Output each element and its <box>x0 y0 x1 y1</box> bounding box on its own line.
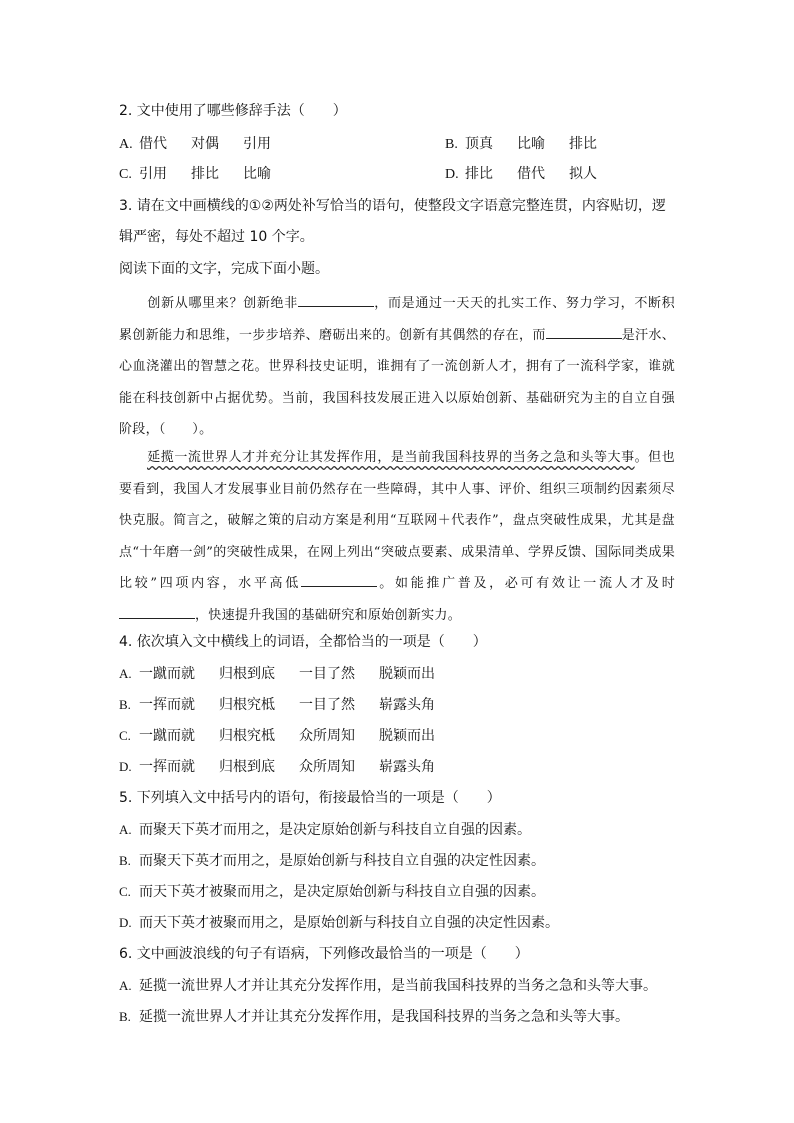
fill-blank <box>119 604 195 619</box>
fill-blank <box>298 292 374 307</box>
option-word: 脱颖而出 <box>379 728 435 744</box>
option-word: 排比 <box>191 166 219 182</box>
option-word: 归根到底 <box>219 666 275 682</box>
option-word: 对偶 <box>191 136 219 152</box>
option-letter: B. <box>445 137 458 152</box>
q2-option-c <box>119 164 295 185</box>
q4-option-a <box>119 664 459 684</box>
option-word: 拟人 <box>569 166 597 182</box>
q2-option-b <box>445 134 621 155</box>
option-word: 一挥而就 <box>139 697 195 713</box>
fill-blank <box>301 572 377 587</box>
passage-text: 。但也要看到，我国人才发展事业目前仍然存在一些障碍，其中人事、评价、组织三项制约因素须尽快克服。简言之，破解之策的启动方案是利用“互联网＋代表作”，盘点突破性成果，尤其是盘点“十年磨一剑”的突破性成果，在网上列出“突破点要素、成果清单、学界反馈、国际同类成果比较”四项内容，水平高低 <box>119 450 675 591</box>
q2-option-d <box>445 164 621 185</box>
q4-option-c <box>119 726 459 746</box>
option-text: 而天下英才被聚而用之，是原始创新与科技自立自强的决定性因素。 <box>139 915 559 931</box>
q5-stem: 5. 下列填入文中括号内的语句，衔接最恰当的一项是（ ） <box>119 790 501 806</box>
option-word: 崭露头角 <box>379 697 435 713</box>
passage-paragraph-1 <box>119 288 675 446</box>
q6-stem: 6. 文中画波浪线的句子有语病，下列修改最恰当的一项是（ ） <box>119 946 529 962</box>
q4-option-b <box>119 695 459 715</box>
q5-option-c <box>119 882 545 902</box>
option-word: 比喻 <box>243 166 271 182</box>
option-word: 众所周知 <box>299 759 355 775</box>
option-letter: A. <box>119 666 132 681</box>
option-word: 引用 <box>139 166 167 182</box>
option-text: 而天下英才被聚而用之，是决定原始创新与科技自立自强的因素。 <box>139 884 545 900</box>
option-word: 比喻 <box>517 136 545 152</box>
option-word: 一蹴而就 <box>139 666 195 682</box>
option-letter: D. <box>445 167 459 182</box>
q4-option-d <box>119 757 459 777</box>
option-letter: A. <box>119 978 132 993</box>
option-text: 而聚天下英才而用之，是决定原始创新与科技自立自强的因素。 <box>139 822 531 838</box>
option-letter: B. <box>119 853 131 868</box>
reading-instruction: 阅读下面的文字，完成下面小题。 <box>119 261 329 277</box>
option-word: 一目了然 <box>299 697 355 713</box>
option-text: 而聚天下英才而用之，是原始创新与科技自立自强的决定性因素。 <box>139 853 545 869</box>
passage-text: 。如能推广普及，必可有效让一流人才及时 <box>376 576 676 591</box>
q3-stem-line1: 3. 请在文中画横线的①②两处补写恰当的语句，使整段文字语意完整连贯，内容贴切，逻 <box>119 198 666 214</box>
option-word: 崭露头角 <box>379 759 435 775</box>
option-word: 借代 <box>517 166 545 182</box>
passage-text: 是汗水、心血浇灌出的智慧之花。世界科技史证明，谁拥有了一流创新人才，拥有了一流科学家，谁就能在科技创新中占据优势。当前，我国科技发展正进入以原始创新、基础研究为主的自立自强阶段，（ ）。 <box>119 327 675 437</box>
option-letter: B. <box>119 1009 131 1024</box>
q5-option-b <box>119 851 545 871</box>
option-word: 借代 <box>139 136 167 152</box>
option-letter: D. <box>119 915 132 930</box>
option-word: 脱颖而出 <box>379 666 435 682</box>
option-text: 延揽一流世界人才并让其充分发挥作用，是我国科技界的当务之急和头等大事。 <box>139 1009 629 1025</box>
option-word: 归根到底 <box>219 759 275 775</box>
passage-text: ，而是通过一天天的扎实工作、努力学习，不断积累创新能力和思维，一步步培养、磨砺出来的。创新有其偶然的存在，而 <box>119 296 675 343</box>
option-letter: B. <box>119 697 131 712</box>
wavy-underlined-sentence: 延揽一流世界人才并充分让其发挥作用，是当前我国科技界的当务之急和头等大事 <box>147 450 635 465</box>
passage-paragraph-2 <box>119 442 675 631</box>
fill-blank <box>546 324 622 339</box>
option-letter: C. <box>119 728 131 743</box>
option-letter: C. <box>119 884 131 899</box>
option-word: 排比 <box>569 136 597 152</box>
option-word: 引用 <box>243 136 271 152</box>
option-word: 一挥而就 <box>139 759 195 775</box>
option-word: 排比 <box>465 166 493 182</box>
q3-stem-line2: 辑严密，每处不超过 10 个字。 <box>119 229 314 245</box>
option-letter: A. <box>119 822 132 837</box>
q6-option-a <box>119 976 657 996</box>
q2-stem: 2. 文中使用了哪些修辞手法（ ） <box>119 103 347 119</box>
passage-text: 创新从哪里来？创新绝非 <box>147 296 298 311</box>
q6-option-b <box>119 1007 629 1027</box>
passage-text: ，快速提升我国的基础研究和原始创新实力。 <box>195 607 462 623</box>
option-word: 一蹴而就 <box>139 728 195 744</box>
option-word: 众所周知 <box>299 728 355 744</box>
option-word: 归根究柢 <box>219 728 275 744</box>
option-word: 一目了然 <box>299 666 355 682</box>
option-word: 归根究柢 <box>219 697 275 713</box>
option-letter: A. <box>119 137 133 152</box>
option-letter: D. <box>119 759 132 774</box>
option-text: 延揽一流世界人才并让其充分发挥作用，是当前我国科技界的当务之急和头等大事。 <box>139 978 657 994</box>
q4-stem: 4. 依次填入文中横线上的词语，全都恰当的一项是（ ） <box>119 634 487 650</box>
option-word: 顶真 <box>465 136 493 152</box>
option-letter: C. <box>119 167 132 182</box>
q2-option-a <box>119 134 295 155</box>
q5-option-d <box>119 913 559 933</box>
q5-option-a <box>119 820 531 840</box>
